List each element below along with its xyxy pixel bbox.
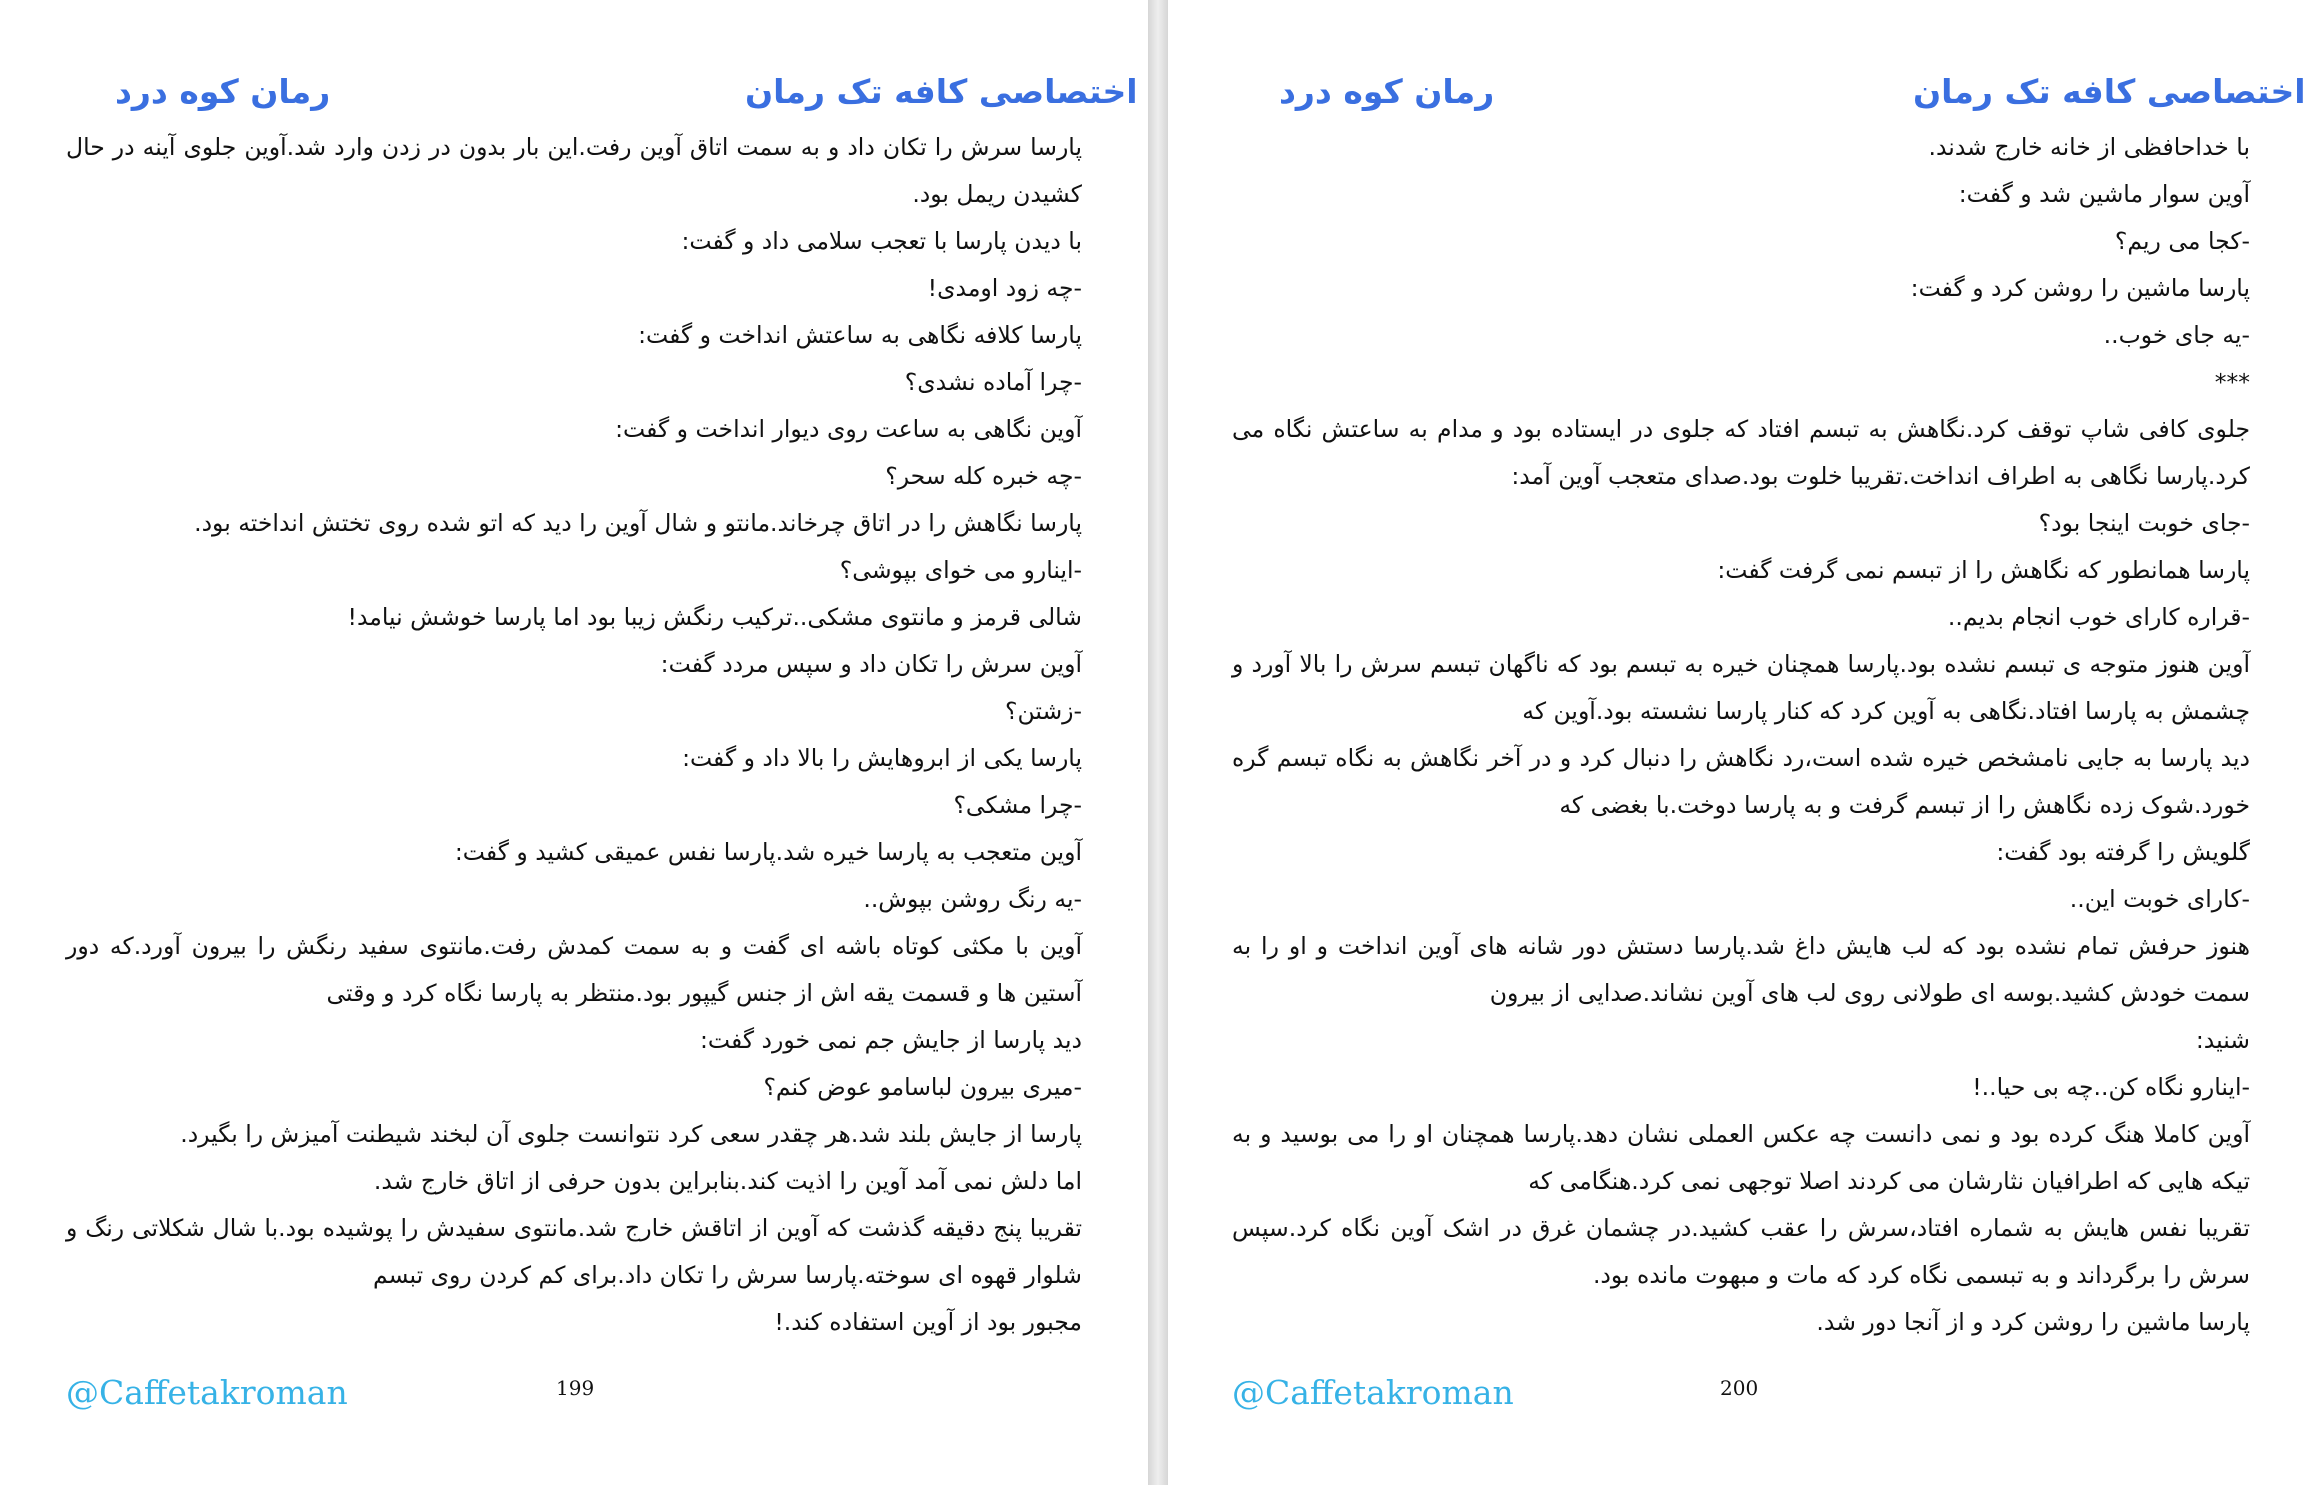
right-telegram-handle[interactable]: @Caffetakroman [1232,1373,1514,1412]
paragraph: هنوز حرفش تمام نشده بود که لب هایش داغ شد.پارسا دستش دور شانه های آوین انداخت و او را به سمت خودش کشید.بوسه ای طولانی روی لب های آوین نشاند.صدایی از بیرون [1232,932,2250,1007]
paragraph: آوین نگاهی به ساعت روی دیوار انداخت و گفت: [615,415,1082,443]
paragraph: پارسا یکی از ابروهایش را بالا داد و گفت: [682,744,1082,772]
paragraph: *** [2214,368,2250,396]
right-page [1168,0,2314,1485]
left-page-number: 199 [556,1376,595,1400]
paragraph: آوین کاملا هنگ کرده بود و نمی دانست چه عکس العملی نشان دهد.پارسا همچنان او را می بوسید و به تیکه هایی که اطرافیان نثارشان می کردند اصلا توجهی نمی کرد.هنگامی که [1232,1120,2250,1195]
paragraph: -جای خوبت اینجا بود؟ [2038,509,2250,537]
paragraph: -چه خبره کله سحر؟ [885,462,1082,490]
right-header-title: رمان کوه درد [1279,72,1495,111]
paragraph: -اینارو می خوای بپوشی؟ [839,556,1082,584]
paragraph: پارسا از جایش بلند شد.هر چقدر سعی کرد نتوانست جلوی آن لبخند شیطنت آمیزش را بگیرد. [180,1120,1082,1148]
paragraph: پارسا همانطور که نگاهش را از تبسم نمی گرفت گفت: [1717,556,2250,584]
paragraph: -اینارو نگاه کن..چه بی حیا..! [1972,1073,2250,1101]
paragraph: آوین سرش را تکان داد و سپس مردد گفت: [660,650,1082,678]
paragraph: پارسا ماشین را روشن کرد و گفت: [1910,274,2250,302]
left-header-title: رمان کوه درد [115,72,331,111]
left-body-text [66,124,1082,1346]
paragraph: شالی قرمز و مانتوی مشکی..ترکیب رنگش زیبا بود اما پارسا خوشش نیامد! [347,603,1082,631]
paragraph: با خداحافظی از خانه خارج شدند. [1928,133,2250,161]
paragraph: اما دلش نمی آمد آوین را اذیت کند.بنابراین بدون حرفی از اتاق خارج شد. [373,1167,1082,1195]
left-telegram-handle[interactable]: @Caffetakroman [66,1373,348,1412]
paragraph: آوین سوار ماشین شد و گفت: [1958,180,2250,208]
paragraph: جلوی کافی شاپ توقف کرد.نگاهش به تبسم افتاد که جلوی در ایستاده بود و مدام به ساعتش نگاه می کرد.پارسا نگاهی به اطراف انداخت.تقریبا خلوت بود.صدای متعجب آوین آمد: [1232,415,2250,490]
paragraph: با دیدن پارسا با تعجب سلامی داد و گفت: [681,227,1082,255]
paragraph: دید پارسا از جایش جم نمی خورد گفت: [699,1026,1082,1054]
paragraph: پارسا ماشین را روشن کرد و از آنجا دور شد. [1816,1308,2250,1336]
paragraph: -زشتن؟ [1005,697,1082,725]
paragraph: شنید: [2195,1026,2250,1054]
paragraph: -یه رنگ روشن بپوش.. [863,885,1082,913]
paragraph: -چرا مشکی؟ [953,791,1082,819]
right-header-brand: اختصاصی کافه تک رمان [1913,72,2306,111]
paragraph: -میری بیرون لباسامو عوض کنم؟ [763,1073,1082,1101]
paragraph: -کارای خوبت این.. [2069,885,2250,913]
paragraph: پارسا سرش را تکان داد و به سمت اتاق آوین رفت.این بار بدون در زدن وارد شد.آوین جلوی آینه در حال کشیدن ریمل بود. [66,133,1082,208]
paragraph: دید پارسا به جایی نامشخص خیره شده است،رد نگاهش را دنبال کرد و در آخر نگاهش به نگاه تبسم گره خورد.شوک زده نگاهش را از تبسم گرفت و به پارسا دوخت.با بغضی که [1232,744,2250,819]
paragraph: پارسا نگاهش را در اتاق چرخاند.مانتو و شال آوین را دید که اتو شده روی تختش انداخته بود. [194,509,1082,537]
right-page-number: 200 [1720,1376,1759,1400]
paragraph: -قراره کارای خوب انجام بدیم.. [1947,603,2250,631]
paragraph: پارسا کلافه نگاهی به ساعتش انداخت و گفت: [638,321,1082,349]
book-gutter [1148,0,1168,1485]
paragraph: آوین با مکثی کوتاه باشه ای گفت و به سمت کمدش رفت.مانتوی سفید رنگش را بیرون آورد.که دور آستین ها و قسمت یقه اش از جنس گیپور بود.منتظر به پارسا نگاه کرد و وقتی [66,932,1082,1007]
paragraph: گلویش را گرفته بود گفت: [1996,838,2250,866]
paragraph: آوین متعجب به پارسا خیره شد.پارسا نفس عمیقی کشید و گفت: [454,838,1082,866]
paragraph: -یه جای خوب.. [2103,321,2250,349]
right-body-text [1232,124,2250,1346]
paragraph: تقریبا نفس هایش به شماره افتاد،سرش را عقب کشید.در چشمان غرق در اشک آوین نگاه کرد.سپس سرش را برگرداند و به تبسمی نگاه کرد که مات و مبهوت مانده بود. [1232,1214,2250,1289]
left-header-brand: اختصاصی کافه تک رمان [745,72,1138,111]
paragraph: -چه زود اومدی! [927,274,1082,302]
left-page [0,0,1148,1485]
paragraph: مجبور بود از آوین استفاده کند.! [774,1308,1082,1336]
paragraph: تقریبا پنج دقیقه گذشت که آوین از اتاقش خارج شد.مانتوی سفیدش را پوشیده بود.با شال شکلاتی رنگ و شلوار قهوه ای سوخته.پارسا سرش را تکان داد.برای کم کردن روی تبسم [66,1214,1082,1289]
paragraph: -کجا می ریم؟ [2114,227,2250,255]
paragraph: آوین هنوز متوجه ی تبسم نشده بود.پارسا همچنان خیره به تبسم بود که ناگهان تبسم سرش را بالا آورد و چشمش به پارسا افتاد.نگاهی به آوین کرد که کنار پارسا نشسته بود.آوین که [1232,650,2250,725]
paragraph: -چرا آماده نشدی؟ [904,368,1082,396]
